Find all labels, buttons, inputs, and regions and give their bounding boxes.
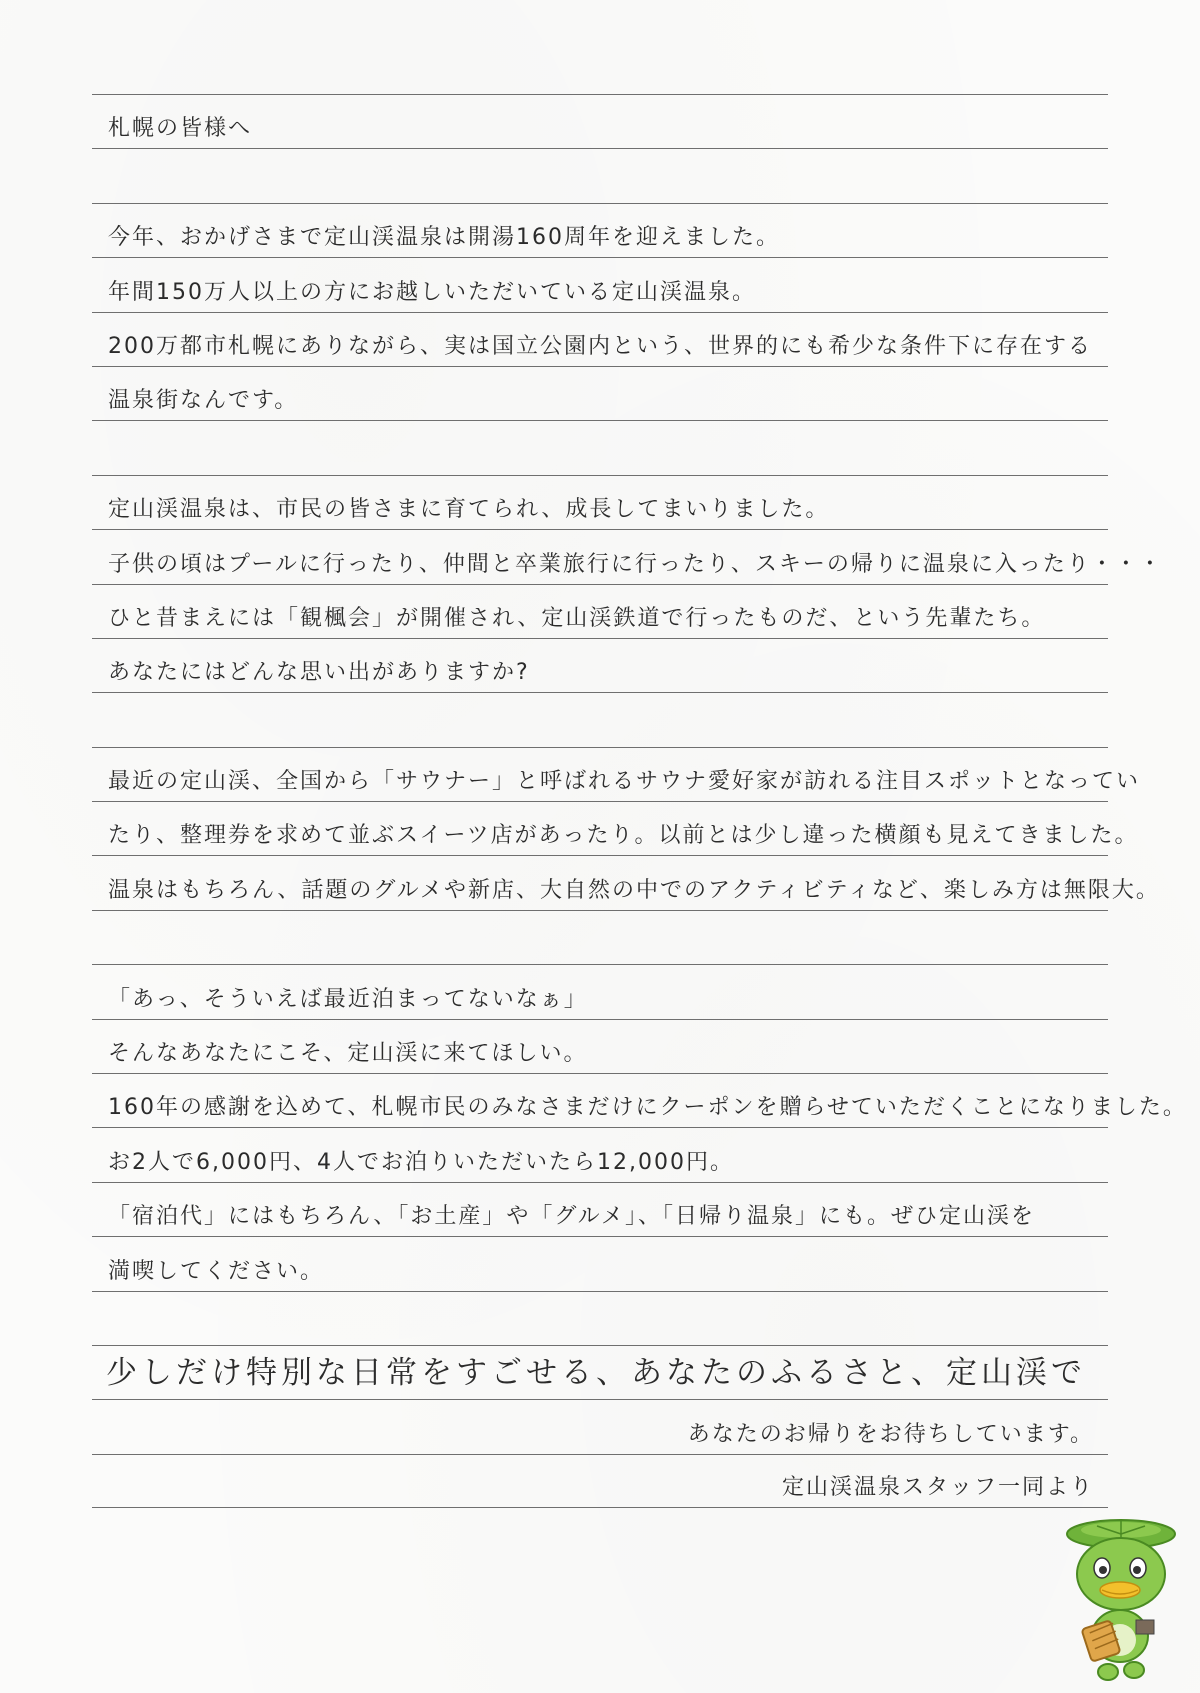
ruled-line: [92, 366, 1108, 420]
ruled-line: [92, 1182, 1108, 1236]
ruled-line: [92, 1291, 1108, 1345]
ruled-line: [92, 910, 1108, 964]
letter-line: 「宿泊代」にはもちろん、「お土産」や「グルメ」、「日帰り温泉」にも。ぜひ定山渓を: [108, 1204, 1036, 1230]
letter-line: そんなあなたにこそ、定山渓に来てほしい。: [108, 1041, 588, 1067]
ruled-line: [92, 855, 1160, 909]
letter-line: 子供の頃はプールに行ったり、仲間と卒業旅行に行ったり、スキーの帰りに温泉に入ったり・・・: [108, 551, 1163, 577]
ruled-line: [92, 1073, 1187, 1127]
letter-line: 160年の感謝を込めて、札幌市民のみなさまだけにクーポンを贈らせていただくことになりました。: [108, 1095, 1187, 1121]
letter-line: ひと昔まえには「観楓会」が開催され、定山渓鉄道で行ったものだ、という先輩たち。: [108, 605, 1046, 631]
ruled-line: [92, 1019, 1108, 1073]
letter-line: あなたにはどんな思い出がありますか?: [108, 660, 530, 686]
letter-line: たり、整理券を求めて並ぶスイーツ店があったり。以前とは少し違った横顔も見えてきました。: [108, 823, 1139, 849]
ruled-line: [92, 1127, 1108, 1181]
ruled-line: [92, 148, 1108, 202]
letter-line: 温泉街なんです。: [108, 388, 299, 414]
letter-line: 定山渓温泉は、市民の皆さまに育てられ、成長してまいりました。: [108, 497, 830, 523]
ruled-line: [92, 475, 1108, 529]
salutation: 札幌の皆様へ: [108, 116, 253, 142]
ruled-line: [92, 692, 1108, 746]
letter-line: 温泉はもちろん、話題のグルメや新店、大自然の中でのアクティビティなど、楽しみ方は無限大。: [108, 877, 1160, 903]
ruled-line: [92, 529, 1163, 583]
ruled-line: [92, 638, 1108, 692]
ruled-line: [92, 964, 1108, 1018]
ruled-line: [92, 801, 1139, 855]
ruled-line: [92, 312, 1108, 366]
closing-headline: 少しだけ特別な日常をすごせる、あなたのふるさと、定山渓で: [106, 1355, 1086, 1392]
ruled-line: [92, 584, 1108, 638]
kappa-mascot-icon: [1062, 1512, 1180, 1684]
ruled-line: [92, 1454, 1108, 1508]
ruled-line: [92, 203, 1108, 257]
ruled-line: [92, 420, 1108, 474]
ruled-line: [92, 257, 1108, 311]
letter-line: 最近の定山渓、全国から「サウナー」と呼ばれるサウナ愛好家が訪れる注目スポットとなってい: [108, 769, 1141, 795]
ruled-line: [92, 1236, 1108, 1290]
letter-line: 「あっ、そういえば最近泊まってないなぁ」: [108, 986, 588, 1012]
letter-line: 今年、おかげさまで定山渓温泉は開湯160周年を迎えました。: [108, 225, 780, 251]
ruled-line: [92, 94, 1108, 148]
letter-body: [92, 94, 1187, 1508]
ruled-line: [92, 1399, 1108, 1453]
letter-line: お2人で6,000円、4人でお泊りいただいたら12,000円。: [108, 1149, 734, 1175]
ruled-line: [92, 1345, 1108, 1399]
letter-line: 年間150万人以上の方にお越しいただいている定山渓温泉。: [108, 279, 756, 305]
signature: 定山渓温泉スタッフ一同より: [781, 1475, 1094, 1501]
closing-line: あなたのお帰りをお待ちしています。: [687, 1421, 1094, 1447]
letter-line: 満喫してください。: [108, 1258, 325, 1284]
ruled-line: [92, 747, 1141, 801]
letter-line: 200万都市札幌にありながら、実は国立公園内という、世界的にも希少な条件下に存在する: [108, 333, 1092, 359]
